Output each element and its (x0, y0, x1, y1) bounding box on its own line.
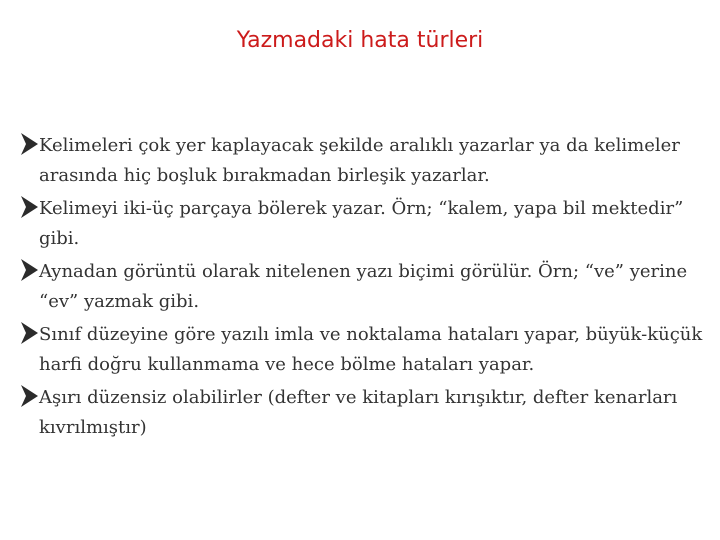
bullet-text: Sınıf düzeyine göre yazılı imla ve noktalama hataları yapar, büyük-küçük harfi doğru kullanmama ve hece bölme hataları yapar. (39, 324, 703, 375)
bullet-item (20, 320, 710, 380)
bullet-item (20, 194, 710, 254)
bullet-text: Kelimeleri çok yer kaplayacak şekilde aralıklı yazarlar ya da kelimeler arasında hiç boşluk bırakmadan birleşik yazarlar. (39, 135, 680, 186)
arrowhead-bullet-icon (20, 384, 39, 408)
arrowhead-bullet-icon (20, 321, 39, 345)
arrowhead-bullet-icon (20, 195, 39, 219)
bullet-text: Aşırı düzensiz olabilirler (defter ve kitapları kırışıktır, defter kenarları kıvrılmıştır) (39, 387, 678, 438)
bullet-list (20, 131, 710, 446)
arrowhead-bullet-icon (20, 132, 39, 156)
bullet-text: Kelimeyi iki-üç parçaya bölerek yazar. Örn; “kalem, yapa bil mektedir” gibi. (39, 198, 684, 249)
bullet-text: Aynadan görüntü olarak nitelenen yazı biçimi görülür. Örn; “ve” yerine “ev” yazmak gibi. (39, 261, 688, 312)
slide-title: Yazmadaki hata türleri (236, 28, 484, 53)
arrowhead-bullet-icon (20, 258, 39, 282)
bullet-item (20, 131, 710, 191)
bullet-item (20, 383, 710, 443)
bullet-item (20, 257, 710, 317)
